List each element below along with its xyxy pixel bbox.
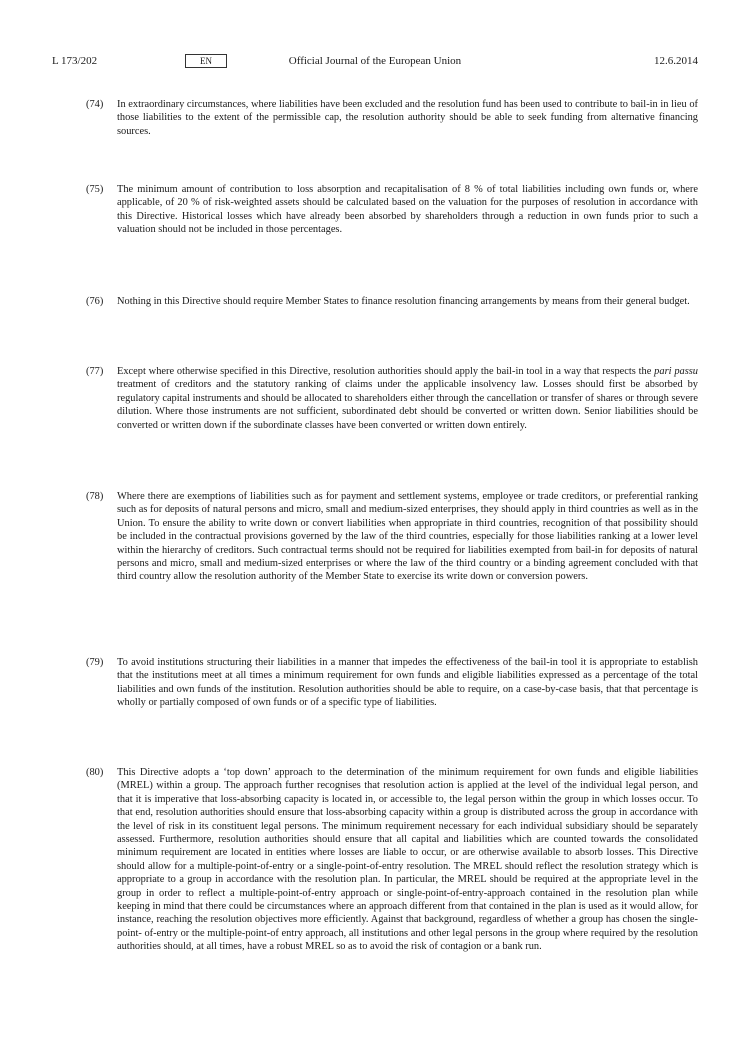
- recital-text: This Directive adopts a ‘top down’ approach to the determination of the minimum requirement for own funds and eligible liabilities (MREL) within a group. The approach further recognises that resolution action is applied at the level of the individual legal person, and that it is imperative that loss-absorbing capacity is located in, or accessible to, the legal person within the group in which losses occur. To that end, resolution authorities should ensure that loss-absorbing capacity within a group is distributed across the group in accordance with the level of risk in its constituent legal persons. The minimum requirement necessary for each individual subsidiary should be separately assessed. Furthermore, resolution authorities should ensure that all capital and liabilities which are counted towards the consolidated minimum requirement are located in entities where losses are liable to occur, or are otherwise available to absorb losses. This Directive should allow for a multiple-point-of-entry or a single-point-of-entry resolution. The MREL should reflect the resolution strategy which is appropriate to a group in accordance with the resolution plan. In particular, the MREL should be required at the appropriate level in the group in order to reflect a multiple-point-of-entry approach or single-point-of-entry-approach contained in the resolution plan while keeping in mind that there could be circumstances where an approach different from that contained in the plan is used as it would allow, for instance, reaching the resolution objectives more efficiently. Against that background, regardless of whether a group has chosen the single-point- of-entry or the multiple-point-of entry approach, all institutions and other legal persons in the group where required by the resolution authorities should, at all times, have a robust MREL so as to avoid the risk of contagion or a bank run.: [117, 767, 698, 953]
- recital-75: [86, 183, 698, 237]
- recital-number: (74): [86, 99, 104, 110]
- recital-text: Nothing in this Directive should require Member States to finance resolution financing arrangements by means from their general budget.: [117, 296, 690, 307]
- recital-number: (78): [86, 491, 104, 502]
- recital-text-part: Except where otherwise specified in this Directive, resolution authorities should apply the bail-in tool in a way that respects the: [117, 366, 655, 377]
- recital-text: Where there are exemptions of liabilities such as for payment and settlement systems, employee or trade creditors, or preferential ranking such as for deposits of natural persons and micro, small and medium-sized enterprises, they should apply in third countries as well as in the Union. To ensure the ability to write down or convert liabilities when appropriate in third countries, recognition of that possibility should be included in the contractual provisions governed by the law of the third countries, especially for those liabilities ranking at a lower level within the hierarchy of creditors. Such contractual terms should not be required for liabilities exempted from bail-in for deposits of natural persons and micro, small and medium-sized enterprises or where the law of the third country or a binding agreement concluded with that third country allow the resolution authority of the Member State to exercise its write down or conversion powers.: [117, 491, 698, 583]
- recital-text-italic: pari passu: [654, 366, 699, 377]
- recital-number: (75): [86, 184, 104, 195]
- recital-number: (80): [86, 767, 104, 778]
- recital-79: [86, 656, 698, 710]
- language-badge: EN: [185, 54, 227, 68]
- publication-date: 12.6.2014: [654, 55, 698, 67]
- recital-78: [86, 490, 698, 584]
- recital-74: [86, 98, 698, 138]
- recital-text-part: treatment of creditors and the statutory ranking of claims under the applicable insolvency law. Losses should first be absorbed by regulatory capital instruments and should be allocated to shareholders either through the cancellation or transfer of shares or through severe dilution. Where those instruments are not sufficient, subordinated debt should be converted or written down. Senior liabilities should be converted or written down if the subordinate classes have been converted or written down entirely.: [117, 379, 698, 431]
- recital-76: [86, 295, 698, 308]
- recital-number: (79): [86, 657, 104, 668]
- journal-reference: L 173/202: [52, 55, 98, 67]
- recital-text: To avoid institutions structuring their liabilities in a manner that impedes the effectiveness of the bail-in tool it is appropriate to establish that the institutions meet at all times a minimum requirement for own funds and eligible liabilities expressed as a percentage of the total liabilities and own funds of the institution. Resolution authorities should be able to require, on a case-by-case basis, that that percentage is wholly or partially composed of own funds or of a specific type of liabilities.: [117, 657, 698, 709]
- recital-80: [86, 766, 698, 954]
- recital-number: (77): [86, 366, 104, 377]
- page-header: [52, 52, 698, 70]
- recital-77: [86, 365, 698, 432]
- journal-title: Official Journal of the European Union: [288, 55, 462, 67]
- recital-text: [117, 365, 698, 432]
- recital-number: (76): [86, 296, 104, 307]
- recital-text: In extraordinary circumstances, where liabilities have been excluded and the resolution fund has been used to contribute to bail-in in lieu of those liabilities to the extent of the permissible cap, the resolution authority should be able to seek funding from alternative financing sources.: [117, 99, 698, 137]
- recital-text: The minimum amount of contribution to loss absorption and recapitalisation of 8 % of total liabilities including own funds or, where applicable, of 20 % of risk-weighted assets should be calculated based on the valuation for the purposes of resolution in accordance with this Directive. Historical losses which have already been absorbed by shareholders through a reduction in own funds prior to such a valuation should not be included in those percentages.: [117, 184, 698, 236]
